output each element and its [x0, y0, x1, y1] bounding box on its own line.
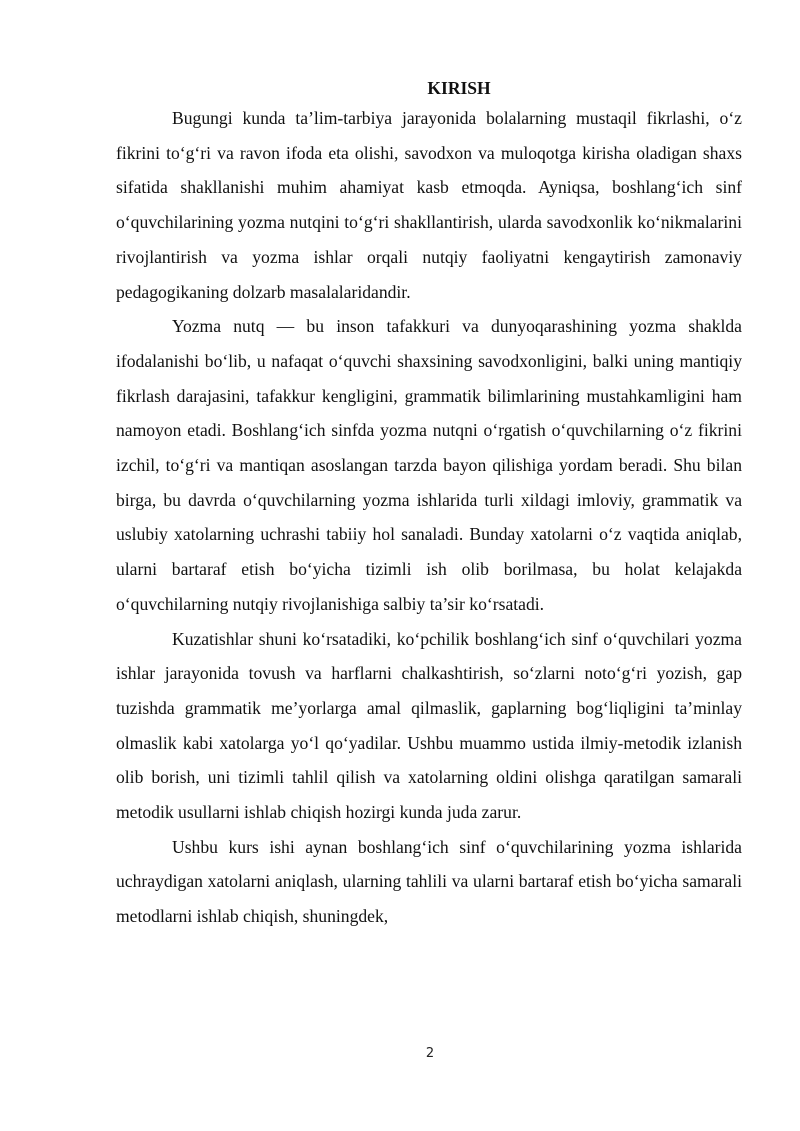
paragraph-2: Yozma nutq — bu inson tafakkuri va dunyoqarashining yozma shaklda ifodalanishi bo‘lib, u nafaqat o‘quvchi shaxsining savodxonligini, balki uning mantiqiy fikrlash darajasini, tafakkur kengligini, grammatik bilimlarining mustahkamligini ham namoyon etadi. Boshlang‘ich sinfda yozma nutqni o‘rgatish o‘quvchilarning o‘z fikrini izchil, to‘g‘ri va mantiqan asoslangan tarzda bayon qilishiga yordam beradi. Shu bilan birga, bu davrda o‘quvchilarning yozma ishlarida turli xildagi imloviy, grammatik va uslubiy xatolarning uchrashi tabiiy hol sanaladi. Bunday xatolarni o‘z vaqtida aniqlab, ularni bartaraf etish bo‘yicha tizimli ish olib borilmasa, bu holat kelajakda o‘quvchilarning nutqiy rivojlanishiga salbiy ta’sir ko‘rsatadi.	[116, 316, 742, 614]
document-page	[116, 75, 742, 934]
paragraph-1: Bugungi kunda ta’lim-tarbiya jarayonida bolalarning mustaqil fikrlashi, o‘z fikrini to‘g‘ri va ravon ifoda eta olishi, savodxon va muloqotga kirisha oladigan shaxs sifatida shakllanishi muhim ahamiyat kasb etmoqda. Ayniqsa, boshlang‘ich sinf o‘quvchilarining yozma nutqini to‘g‘ri shakllantirish, ularda savodxonlik ko‘nikmalarini rivojlantirish va yozma ishlar orqali nutqiy faoliyatni kengaytirish zamonaviy pedagogikaning dolzarb masalalaridandir.	[116, 108, 742, 302]
paragraph-3: Kuzatishlar shuni ko‘rsatadiki, ko‘pchilik boshlang‘ich sinf o‘quvchilari yozma ishlar jarayonida tovush va harflarni chalkashtirish, so‘zlarni noto‘g‘ri yozish, gap tuzishda grammatik me’yorlarga amal qilmaslik, gaplarning bog‘liqligini ta’minlay olmaslik kabi xatolarga yo‘l qo‘yadilar. Ushbu muammo ustida ilmiy-metodik izlanish olib borish, uni tizimli tahlil qilish va xatolarning oldini olishga qaratilgan samarali metodik usullarni ishlab chiqish hozirgi kunda juda zarur.	[116, 628, 742, 823]
page-number: 2	[425, 1046, 435, 1061]
paragraph-4: Ushbu kurs ishi aynan boshlang‘ich sinf o‘quvchilarining yozma ishlarida uchraydigan xatolarni aniqlash, ularning tahlili va ularni bartaraf etish bo‘yicha samarali metodlarni ishlab chiqish, shuningdek,	[116, 836, 742, 927]
section-title: KIRISH	[427, 78, 491, 98]
